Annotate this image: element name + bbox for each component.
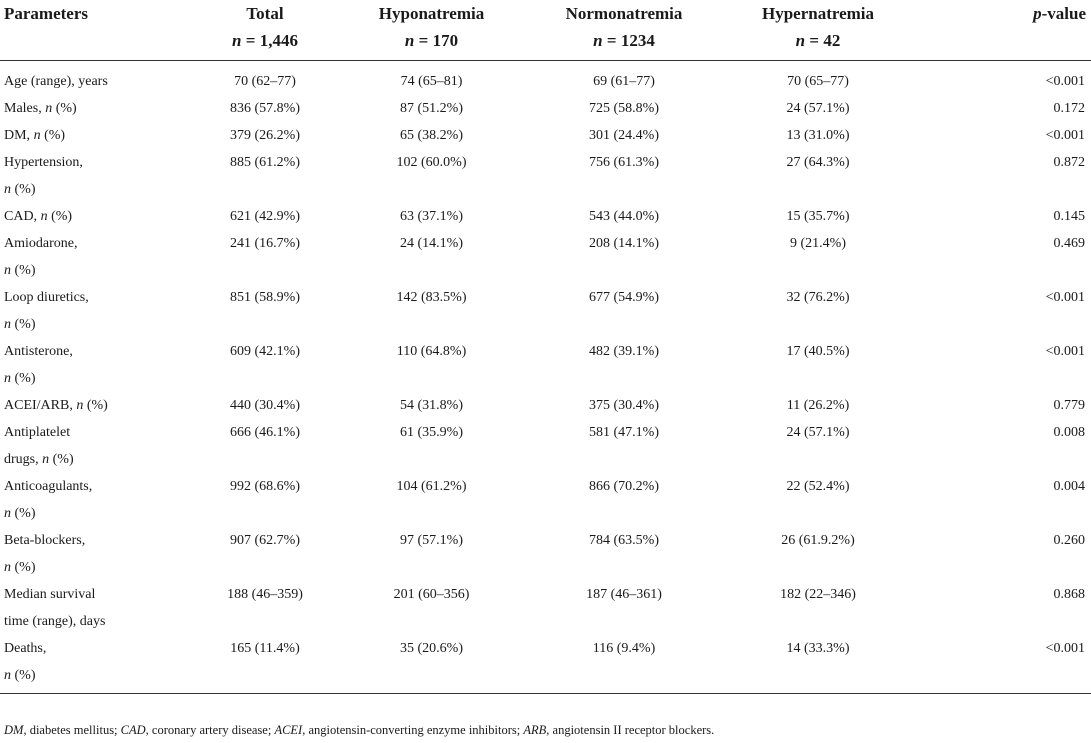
cell-total: 666 (46.1%) [230, 425, 300, 440]
table-footnote [4, 722, 1084, 738]
cell-p-value: 0.868 [1053, 587, 1085, 602]
table-row [0, 635, 1091, 694]
cell-p-value: <0.001 [1045, 128, 1085, 143]
footnote-definition: , angiotensin II receptor blockers. [546, 723, 715, 737]
table-row [0, 284, 1091, 338]
table-row [0, 149, 1091, 203]
cell-hypernatremia: 11 (26.2%) [786, 398, 850, 413]
footnote-abbreviation: CAD [120, 723, 146, 737]
table-row [0, 95, 1091, 122]
parameter-line-1: Males, n (%) [4, 101, 77, 116]
cell-p-value: 0.469 [1053, 236, 1085, 251]
footnote-definition: , angiotensin-converting enzyme inhibitors; [302, 723, 524, 737]
cell-hyponatremia: 65 (38.2%) [400, 128, 463, 143]
parameter-line-1: Beta-blockers, [4, 533, 86, 548]
cell-p-value: 0.260 [1053, 533, 1085, 548]
cell-normonatremia: 581 (47.1%) [589, 425, 659, 440]
cell-normonatremia: 756 (61.3%) [589, 155, 659, 170]
row-parameter [0, 527, 192, 581]
parameter-line-1: DM, n (%) [4, 128, 66, 143]
cell-hyponatremia: 61 (35.9%) [400, 425, 463, 440]
footnote-definition: , diabetes mellitus; [23, 723, 121, 737]
cell-normonatremia: 69 (61–77) [593, 74, 655, 89]
table-row [0, 203, 1091, 230]
cell-p-value: <0.001 [1045, 344, 1085, 359]
cell-p-value: 0.008 [1053, 425, 1085, 440]
parameter-line-2: time (range), days [4, 614, 106, 629]
row-parameter [0, 95, 192, 122]
row-parameter [0, 581, 192, 635]
cell-hypernatremia: 182 (22–346) [780, 587, 856, 602]
cell-total: 379 (26.2%) [230, 128, 300, 143]
cell-hyponatremia: 102 (60.0%) [396, 155, 467, 170]
cell-total: 621 (42.9%) [230, 209, 300, 224]
parameter-line-2: n (%) [4, 182, 36, 197]
cell-total: 992 (68.6%) [230, 479, 300, 494]
parameter-line-1: Antiplatelet [4, 425, 71, 440]
cell-hypernatremia: 26 (61.9.2%) [781, 533, 855, 548]
cell-hyponatremia: 74 (65–81) [400, 74, 463, 89]
header-parameters: Parameters [0, 0, 192, 61]
cell-total: 70 (62–77) [234, 74, 296, 89]
parameter-line-2: n (%) [4, 668, 36, 683]
table-row [0, 581, 1091, 635]
cell-hypernatremia: 17 (40.5%) [786, 344, 850, 359]
parameter-line-1: Amiodarone, [4, 236, 78, 251]
header-total: Total n = 1,446 [192, 0, 338, 61]
cell-total: 440 (30.4%) [230, 398, 300, 413]
row-parameter [0, 635, 192, 694]
cell-hypernatremia: 9 (21.4%) [790, 236, 846, 251]
cell-normonatremia: 784 (63.5%) [589, 533, 659, 548]
table-row [0, 473, 1091, 527]
cell-hypernatremia: 22 (52.4%) [786, 479, 850, 494]
cell-p-value: 0.172 [1053, 101, 1085, 116]
cell-p-value: <0.001 [913, 635, 1091, 694]
table-row [0, 61, 1091, 96]
cell-p-value: 0.872 [1053, 155, 1085, 170]
row-parameter [0, 419, 192, 473]
cell-normonatremia: 187 (46–361) [586, 587, 662, 602]
header-hyponatremia: Hyponatremia n = 170 [338, 0, 525, 61]
parameter-line-2: n (%) [4, 506, 36, 521]
cell-p-value: <0.001 [1045, 290, 1085, 305]
footnote-definition: , coronary artery disease; [145, 723, 275, 737]
cell-hyponatremia: 110 (64.8%) [396, 344, 467, 359]
header-row [0, 0, 1091, 61]
cell-total: 885 (61.2%) [230, 155, 300, 170]
parameter-line-1: Hypertension, [4, 155, 83, 170]
cell-normonatremia: 543 (44.0%) [589, 209, 659, 224]
parameter-line-2: n (%) [4, 371, 36, 386]
cell-hyponatremia: 87 (51.2%) [400, 101, 463, 116]
cell-hypernatremia: 24 (57.1%) [786, 101, 850, 116]
parameter-line-1: Loop diuretics, [4, 290, 89, 305]
table-row [0, 338, 1091, 392]
table-body [0, 61, 1091, 694]
cell-normonatremia: 725 (58.8%) [589, 101, 659, 116]
header-normonatremia: Normonatremia n = 1234 [525, 0, 723, 61]
cell-hyponatremia: 97 (57.1%) [400, 533, 463, 548]
table-header [0, 0, 1091, 61]
row-parameter [0, 61, 192, 96]
header-hypernatremia: Hypernatremia n = 42 [723, 0, 913, 61]
footnote-abbreviation: DM [4, 723, 24, 737]
cell-normonatremia: 482 (39.1%) [589, 344, 659, 359]
parameter-line-1: ACEI/ARB, n (%) [4, 398, 108, 413]
row-parameter [0, 203, 192, 230]
row-parameter [0, 284, 192, 338]
table-row [0, 122, 1091, 149]
table-row [0, 230, 1091, 284]
cell-total: 851 (58.9%) [230, 290, 300, 305]
cell-normonatremia: 866 (70.2%) [589, 479, 659, 494]
cell-hypernatremia: 15 (35.7%) [786, 209, 850, 224]
cell-normonatremia: 375 (30.4%) [589, 398, 659, 413]
cell-hypernatremia: 13 (31.0%) [786, 128, 850, 143]
header-p-value: p-value [913, 0, 1091, 61]
row-parameter [0, 122, 192, 149]
parameter-line-1: Age (range), years [4, 74, 108, 89]
table-row [0, 419, 1091, 473]
row-parameter [0, 149, 192, 203]
cell-hyponatremia: 54 (31.8%) [400, 398, 463, 413]
parameter-line-2: n (%) [4, 560, 36, 575]
footnote-abbreviation: ACEI [274, 723, 303, 737]
cell-total: 907 (62.7%) [230, 533, 300, 548]
cell-total: 241 (16.7%) [230, 236, 300, 251]
cell-hyponatremia: 63 (37.1%) [400, 209, 463, 224]
cell-hypernatremia: 27 (64.3%) [786, 155, 850, 170]
parameter-line-2: n (%) [4, 263, 36, 278]
cell-p-value: 0.779 [1053, 398, 1085, 413]
parameter-line-1: Deaths, [4, 641, 47, 656]
cell-normonatremia: 301 (24.4%) [589, 128, 659, 143]
footnote-abbreviation: ARB [523, 723, 547, 737]
cell-total: 609 (42.1%) [230, 344, 300, 359]
row-parameter [0, 473, 192, 527]
cell-normonatremia: 208 (14.1%) [589, 236, 659, 251]
row-parameter [0, 392, 192, 419]
parameter-line-2: drugs, n (%) [4, 452, 74, 467]
cell-hypernatremia: 24 (57.1%) [786, 425, 850, 440]
parameter-line-1: Anticoagulants, [4, 479, 93, 494]
cell-hyponatremia: 24 (14.1%) [400, 236, 463, 251]
cell-normonatremia: 677 (54.9%) [589, 290, 659, 305]
parameter-line-1: CAD, n (%) [4, 209, 73, 224]
cell-hyponatremia: 35 (20.6%) [338, 635, 525, 694]
row-parameter [0, 230, 192, 284]
cell-hypernatremia: 70 (65–77) [787, 74, 849, 89]
cell-p-value: <0.001 [1045, 74, 1085, 89]
cell-total: 188 (46–359) [227, 587, 303, 602]
table-row [0, 392, 1091, 419]
table-row [0, 527, 1091, 581]
cell-hyponatremia: 201 (60–356) [393, 587, 470, 602]
cell-hypernatremia: 14 (33.3%) [723, 635, 913, 694]
cell-p-value: 0.145 [1053, 209, 1085, 224]
cell-hypernatremia: 32 (76.2%) [786, 290, 850, 305]
parameter-line-1: Median survival [4, 587, 96, 602]
cell-hyponatremia: 104 (61.2%) [396, 479, 467, 494]
cell-hyponatremia: 142 (83.5%) [396, 290, 467, 305]
cell-normonatremia: 116 (9.4%) [525, 635, 723, 694]
row-parameter [0, 338, 192, 392]
cell-p-value: 0.004 [1053, 479, 1085, 494]
parameter-line-2: n (%) [4, 317, 36, 332]
cell-total: 836 (57.8%) [230, 101, 300, 116]
cell-total: 165 (11.4%) [192, 635, 338, 694]
parameter-line-1: Antisterone, [4, 344, 73, 359]
